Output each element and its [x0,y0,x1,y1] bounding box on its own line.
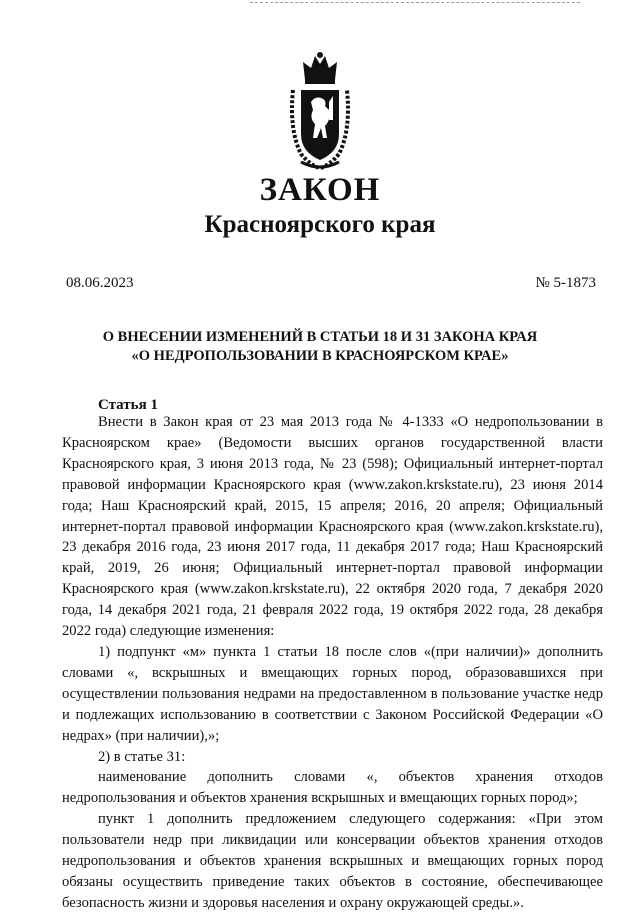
law-number: № 5-1873 [535,275,596,291]
law-title: ЗАКОН [259,172,381,208]
article-paragraph: Внести в Закон края от 23 мая 2013 года № 4-1333 «О недропользовании в Красноярском крае» (Ведомости высших органов государственной власти Красноярского края, 3 июня 2013 года, № 23 (598); Официальный интернет-портал правовой информации Красноярского края (www.zakon.krskstate.ru), 23 июня 2014 года; Наш Красноярский край, 2015, 15 апреля; 2016, 20 апреля; Официальный интернет-портал правовой информации Красноярского края (www.zakon.krskstate.ru), 23 декабря 2016 года, 23 июня 2017 года, 11 декабря 2017 года; Наш Красноярский край, 2019, 26 июня; Официальный интернет-портал правовой информации Красноярского края (www.zakon.krskstate.ru), 22 октября 2020 года, 7 декабря 2020 года, 14 декабря 2021 года, 21 февраля 2022 года, 19 октября 2022 года, 28 декабря 2022 года) следующие изменения: [62,414,603,640]
region-title: Красноярского края [204,211,436,238]
article-paragraph: 1) подпункт «м» пункта 1 статьи 18 после слов «(при наличии)» дополнить словами «, вскрышных и вмещающих горных пород, образовавшихся при осуществлении пользования недрами на предоставленном в пользование участке недр и подлежащих использованию в соответствии с Законом Российской Федерации «О недрах» (при наличии),»; [62,643,603,744]
law-heading-line-2: «О НЕДРОПОЛЬЗОВАНИИ В КРАСНОЯРСКОМ КРАЕ» [131,348,509,364]
article-body [62,412,603,914]
coat-of-arms-icon [287,50,353,174]
article-paragraph: наименование дополнить словами «, объектов хранения отходов недропользования и объектов хранения вскрышных и вмещающих горных пород»; [62,769,603,807]
article-paragraph: 2) в статье 31: [98,748,186,765]
law-date: 08.06.2023 [66,275,134,291]
scan-artifact-line [250,2,580,3]
law-heading-line-1: О ВНЕСЕНИИ ИЗМЕНЕНИЙ В СТАТЬИ 18 И 31 ЗАКОНА КРАЯ [102,329,538,345]
article-title: Статья 1 [98,397,158,413]
article-paragraph: пункт 1 дополнить предложением следующего содержания: «При этом пользователи недр при ликвидации или консервации объектов хранения отходов недропользования и объектов хранения вскрышных и вмещающих горных пород обязаны осуществить приведение таких объектов в состояние, обеспечивающее безопасность жизни и здоровья населения и охрану окружающей среды.». [62,811,603,911]
